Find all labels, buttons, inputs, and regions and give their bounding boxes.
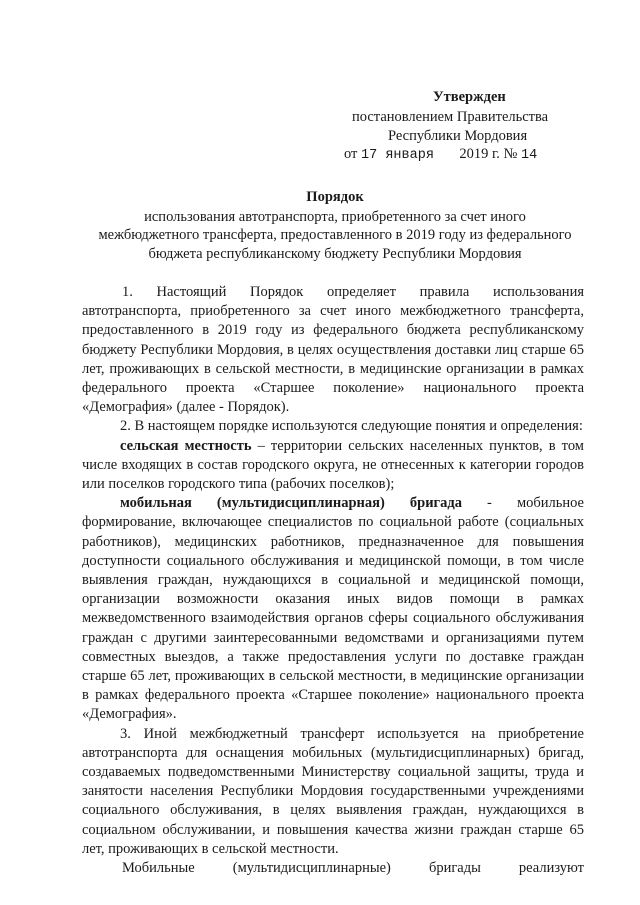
paragraph-2: 2. В настоящем порядке используются следующие понятия и определения: <box>120 418 583 435</box>
definition-term: сельская местность <box>120 437 252 454</box>
paragraph-4: Мобильные (мультидисциплинарные) бригады реализуют <box>122 860 584 877</box>
paragraph-1: 1. Настоящий Порядок определяет правила использования автотранспорта, приобретенного за счет иного межбюджетного трансферта, предоставленного в 2019 году из федерального бюджета республиканскому бюджету Республики Мордовия, в целях осуществления доставки лиц старше 65 лет, проживающих в сельской местности, в медицинские организации в рамках федерального проекта «Старшее поколение» национального проекта «Демография» (далее - Порядок). <box>82 284 584 416</box>
definition-text: – территории сельских населенных пунктов, в том числе входящих в состав городского округа, не отнесенных к категории городов или поселков городского типа (рабочих поселков); <box>82 437 584 493</box>
approval-line-1: постановлением Правительства <box>352 109 549 125</box>
subtitle-line: межбюджетного трансферта, предоставленного в 2019 году из федерального <box>98 227 572 243</box>
definition-text: - мобильное формирование, включающее специалистов по социальной работе (социальных работников), медицинских работников, предназначенное для повышения доступности социального обслуживания и медицинской помощи, в том числе выявления граждан, нуждающихся в социальной и медицинской помощи, организации возможности оказания иных видов помощи в рамках межведомственного взаимодействия органов сферы социального обслуживания граждан с другими заинтересованными ведомствами и организациями путем совместных выездов, а также предоставления услуги по доставке граждан старше 65 лет, проживающих в сельской местности, в медицинские организации в рамках федерального проекта «Старшее поколение» национального проекта «Демография». <box>82 495 584 723</box>
date-prefix: от <box>344 146 358 162</box>
definition-term: мобильная (мультидисциплинарная) бригада <box>120 495 462 512</box>
definition-rural-area <box>82 437 584 495</box>
subtitle-line: использования автотранспорта, приобретенного за счет иного <box>144 208 526 225</box>
paragraph-3: 3. Иной межбюджетный трансферт используется на приобретение автотранспорта для оснащения мобильных (мультидисциплинарных) бригад, создаваемых подведомственными Министерству социальной защиты, труда и занятости населения Республики Мордовия государственными учреждениями социального обслуживания, в целях выявления граждан, нуждающихся в социальном обслуживании, и повышения качества жизни граждан старше 65 лет, проживающих в сельской местности. <box>82 725 584 857</box>
approval-line-2: Республики Мордовия <box>388 128 528 144</box>
document-title: Порядок <box>306 189 364 205</box>
date-typed: 17 января <box>361 148 434 163</box>
subtitle-line: бюджета республиканскому бюджету Республики Мордовия <box>148 245 522 262</box>
document-body <box>82 283 584 878</box>
approval-title: Утвержден <box>433 89 506 105</box>
approval-date-line <box>344 145 537 166</box>
document-heading <box>80 188 590 263</box>
number-typed: 14 <box>520 148 538 163</box>
year-text: 2019 г. № <box>459 146 518 162</box>
definition-mobile-team <box>82 494 584 724</box>
